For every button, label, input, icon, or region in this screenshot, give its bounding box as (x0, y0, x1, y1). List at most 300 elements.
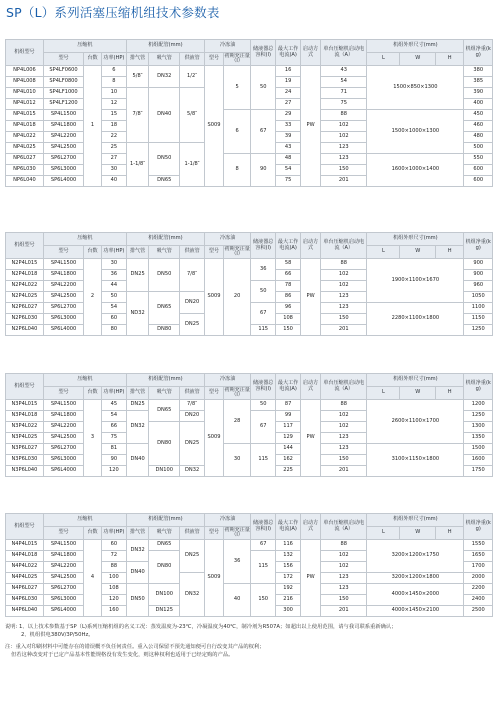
net-weight-cell: 1550 (464, 540, 493, 551)
header-receiver: 储液器总容积(l) (251, 374, 276, 400)
header-oil: 冷冻油 (205, 233, 251, 246)
suction-pipe-cell: DN32 (149, 66, 180, 88)
unit-model-cell: NP4L008 (6, 77, 44, 88)
compressor-model-cell: SP6L3000 (43, 595, 83, 606)
header-dim-h: H (436, 53, 464, 66)
liquid-pipe-cell: DN32 (180, 466, 205, 477)
unit-count-cell: 3 (84, 400, 102, 477)
receiver-volume-cell: 36 (251, 259, 276, 281)
unit-model-cell: NP4L022 (6, 132, 44, 143)
discharge-pipe-cell: DN50 (126, 584, 149, 617)
max-current-cell: 116 (276, 540, 301, 551)
net-weight-cell: 460 (464, 121, 493, 132)
note-line: 但若这种改变对于已定产品基本性能规格没有发生变化，则这种权利也适用于已经定购的产品。 (11, 652, 234, 659)
max-current-cell: 108 (276, 314, 301, 325)
compressor-power-cell: 44 (101, 281, 126, 292)
discharge-pipe-cell: DN25 (126, 259, 149, 292)
liquid-pipe-cell: 7/8″ (180, 259, 205, 292)
header-oil-charge: 初期充注量（l） (224, 52, 250, 64)
max-current-cell: 96 (276, 303, 301, 314)
compressor-power-cell: 6 (101, 66, 126, 77)
header-dim-h: H (436, 387, 464, 400)
max-current-cell: 43 (276, 143, 301, 154)
header-compressor-count: 台数 (84, 387, 102, 400)
header-liquid-pipe: 供液管 (180, 53, 205, 66)
unit-model-cell: N4P4L015 (6, 540, 44, 551)
notes (5, 623, 495, 660)
suction-pipe-cell: DN65 (149, 540, 180, 551)
net-weight-cell: 1250 (464, 411, 493, 422)
start-current-cell: 102 (321, 281, 367, 292)
oil-charge-cell: 36 (224, 540, 251, 584)
compressor-model-cell: SP4LF1200 (43, 99, 83, 110)
liquid-pipe-cell: DN25 (180, 540, 205, 573)
header-dim-h: H (436, 527, 464, 540)
header-oil-model: 型号 (205, 527, 224, 540)
unit-model-cell: N4P6L027 (6, 584, 44, 595)
oil-model-cell: S009 (205, 400, 224, 477)
header-unit-model: 机组型号 (6, 40, 44, 66)
dimensions-cell: 1600×1000×1400 (367, 154, 464, 187)
header-start-current: 单台压缩机启动电流（A） (321, 514, 367, 540)
start-current-cell: 123 (321, 444, 367, 455)
discharge-pipe-cell: ND32 (126, 292, 149, 336)
unit-model-cell: NP6L040 (6, 176, 44, 187)
discharge-pipe-cell: 5/8″ (126, 66, 149, 88)
header-liquid-pipe: 供液管 (180, 387, 205, 400)
net-weight-cell: 960 (464, 281, 493, 292)
header-compressor-model: 型号 (43, 527, 83, 540)
discharge-pipe-cell: DN40 (126, 444, 149, 477)
header-receiver: 储液器总容积(l) (251, 40, 276, 66)
dimensions-cell: 3100×1150×1800 (367, 444, 464, 477)
net-weight-cell: 1050 (464, 292, 493, 303)
max-current-cell: 75 (276, 176, 301, 187)
header-start-current: 单台压缩机启动电流（A） (321, 233, 367, 259)
suction-pipe-cell: DN65 (149, 400, 180, 422)
max-current-cell: 144 (276, 444, 301, 455)
header-piping: 机组配管(mm) (126, 374, 204, 387)
compressor-model-cell: SP4LF0800 (43, 77, 83, 88)
compressor-model-cell: SP4L2500 (43, 143, 83, 154)
net-weight-cell: 1650 (464, 551, 493, 562)
compressor-model-cell: SP4L2200 (43, 562, 83, 573)
header-compressor-model: 型号 (43, 53, 83, 66)
compressor-power-cell: 88 (101, 562, 126, 573)
net-weight-cell: 500 (464, 143, 493, 154)
net-weight-cell: 450 (464, 110, 493, 121)
net-weight-cell: 400 (464, 99, 493, 110)
net-weight-cell: 900 (464, 270, 493, 281)
start-current-cell: 102 (321, 270, 367, 281)
unit-model-cell: N3P4L025 (6, 433, 44, 444)
compressor-model-cell: SP4L1800 (43, 270, 83, 281)
header-discharge-pipe: 排气管 (126, 527, 149, 540)
compressor-power-cell: 60 (101, 540, 126, 551)
max-current-cell: 19 (276, 77, 301, 88)
start-current-cell: 88 (321, 400, 367, 411)
unit-count-cell: 1 (84, 66, 102, 187)
max-current-cell: 24 (276, 88, 301, 99)
max-current-cell: 216 (276, 595, 301, 606)
header-net-weight: 机组净重(kg) (464, 374, 493, 400)
max-current-cell: 48 (276, 154, 301, 165)
header-compressor-power: 功率(HP) (101, 387, 126, 400)
header-dim-w: W (400, 246, 436, 259)
start-current-cell: 43 (321, 66, 367, 77)
max-current-cell: 29 (276, 110, 301, 121)
dimensions-cell: 1900×1100×1670 (367, 259, 464, 303)
start-current-cell: 75 (321, 99, 367, 110)
dimensions-cell: 3200×1200×1750 (367, 540, 464, 573)
header-max-current: 最大工作电流(A) (276, 374, 301, 400)
header-compressor-model: 型号 (43, 246, 83, 259)
header-suction-pipe: 吸气管 (149, 246, 180, 259)
oil-charge-cell: 20 (224, 259, 251, 336)
unit-model-cell: N2P6L027 (6, 303, 44, 314)
header-oil: 冷冻油 (205, 40, 251, 53)
start-current-cell: 123 (321, 303, 367, 314)
max-current-cell: 86 (276, 292, 301, 303)
unit-model-cell: NP6L030 (6, 165, 44, 176)
max-current-cell: 16 (276, 66, 301, 77)
start-current-cell: 201 (321, 176, 367, 187)
header-discharge-pipe: 排气管 (126, 53, 149, 66)
compressor-model-cell: SP4L1500 (43, 259, 83, 270)
compressor-power-cell: 30 (101, 259, 126, 270)
unit-model-cell: N3P4L018 (6, 411, 44, 422)
compressor-model-cell: SP6L2700 (43, 303, 83, 314)
max-current-cell: 150 (276, 325, 301, 336)
suction-pipe-cell: DN65 (149, 292, 180, 325)
liquid-pipe-cell: DN25 (180, 314, 205, 336)
liquid-pipe-cell: 1-1/8″ (180, 143, 205, 187)
net-weight-cell: 600 (464, 176, 493, 187)
header-oil: 冷冻油 (205, 374, 251, 387)
compressor-power-cell: 45 (101, 400, 126, 411)
compressor-power-cell: 120 (101, 466, 126, 477)
compressor-model-cell: SP4L2200 (43, 422, 83, 433)
compressor-power-cell: 12 (101, 99, 126, 110)
table-row (6, 154, 493, 165)
start-current-cell: 123 (321, 433, 367, 444)
compressor-model-cell: SP6L3000 (43, 165, 83, 176)
net-weight-cell: 900 (464, 259, 493, 270)
max-current-cell: 225 (276, 466, 301, 477)
header-oil-charge: 初期充注量（l） (224, 245, 250, 257)
header-start-method: 启动方式 (301, 40, 321, 66)
header-start-method: 启动方式 (301, 233, 321, 259)
start-current-cell: 102 (321, 411, 367, 422)
unit-model-cell: N3P6L027 (6, 444, 44, 455)
unit-model-cell: N4P4L022 (6, 562, 44, 573)
net-weight-cell: 2500 (464, 606, 493, 617)
table-row (6, 400, 493, 411)
compressor-power-cell: 75 (101, 433, 126, 444)
dimensions-cell: 1500×850×1300 (367, 66, 464, 110)
header-start-current: 单台压缩机启动电流（A） (321, 374, 367, 400)
header-compressor-count: 台数 (84, 53, 102, 66)
start-current-cell: 102 (321, 132, 367, 143)
max-current-cell: 87 (276, 400, 301, 411)
max-current-cell: 129 (276, 433, 301, 444)
compressor-power-cell: 27 (101, 154, 126, 165)
dimensions-cell: 2600×1100×1700 (367, 400, 464, 444)
oil-model-cell: S009 (205, 540, 224, 617)
compressor-power-cell: 80 (101, 325, 126, 336)
receiver-volume-cell: 50 (251, 281, 276, 303)
start-current-cell: 123 (321, 573, 367, 584)
unit-model-cell: N2P4L018 (6, 270, 44, 281)
header-piping: 机组配管(mm) (126, 40, 204, 53)
discharge-pipe-cell: 7/8″ (126, 88, 149, 143)
discharge-pipe-cell: DN32 (126, 540, 149, 562)
unit-count-cell: 4 (84, 540, 102, 617)
dimensions-cell: 2280×1100×1800 (367, 303, 464, 336)
header-dim-l: L (367, 53, 400, 66)
spec-table (5, 39, 493, 187)
header-compressor: 压缩机 (43, 40, 126, 53)
max-current-cell: 156 (276, 562, 301, 573)
compressor-model-cell: SP4L1500 (43, 110, 83, 121)
header-dim-l: L (367, 387, 400, 400)
max-current-cell: 66 (276, 270, 301, 281)
oil-model-cell: S009 (205, 66, 224, 187)
discharge-pipe-cell: DN40 (126, 562, 149, 584)
start-current-cell: 88 (321, 540, 367, 551)
unit-model-cell: NP4L018 (6, 121, 44, 132)
compressor-power-cell: 15 (101, 110, 126, 121)
net-weight-cell: 2200 (464, 584, 493, 595)
max-current-cell: 58 (276, 259, 301, 270)
compressor-power-cell: 60 (101, 314, 126, 325)
compressor-model-cell: SP4L1800 (43, 551, 83, 562)
header-dim-w: W (400, 527, 436, 540)
table-row (6, 66, 493, 77)
header-discharge-pipe: 排气管 (126, 246, 149, 259)
header-discharge-pipe: 排气管 (126, 387, 149, 400)
header-compressor-count: 台数 (84, 527, 102, 540)
compressor-model-cell: SP6L4000 (43, 606, 83, 617)
compressor-model-cell: SP4L1800 (43, 411, 83, 422)
discharge-pipe-cell: DN25 (126, 400, 149, 411)
header-max-current: 最大工作电流(A) (276, 233, 301, 259)
compressor-model-cell: SP6L2700 (43, 444, 83, 455)
header-receiver: 储液器总容积(l) (251, 514, 276, 540)
unit-model-cell: N3P6L040 (6, 466, 44, 477)
spec-table (5, 513, 493, 617)
unit-model-cell: N2P6L030 (6, 314, 44, 325)
net-weight-cell: 1250 (464, 325, 493, 336)
unit-model-cell: N2P4L015 (6, 259, 44, 270)
header-suction-pipe: 吸气管 (149, 527, 180, 540)
receiver-volume-cell: 67 (251, 303, 276, 325)
max-current-cell: 162 (276, 455, 301, 466)
compressor-model-cell: SP6L4000 (43, 176, 83, 187)
header-oil: 冷冻油 (205, 514, 251, 527)
dimensions-cell: 4000×1450×2000 (367, 584, 464, 606)
start-method-cell: PW (301, 540, 321, 617)
net-weight-cell: 600 (464, 165, 493, 176)
compressor-model-cell: SP6L4000 (43, 325, 83, 336)
net-weight-cell: 550 (464, 154, 493, 165)
suction-pipe-cell: DN125 (149, 606, 180, 617)
start-current-cell: 54 (321, 77, 367, 88)
max-current-cell: 132 (276, 551, 301, 562)
liquid-pipe-cell: DN25 (180, 422, 205, 466)
compressor-model-cell: SP4LF1000 (43, 88, 83, 99)
net-weight-cell: 1500 (464, 444, 493, 455)
dimensions-cell: 3200×1200×1800 (367, 573, 464, 584)
net-weight-cell: 1700 (464, 562, 493, 573)
receiver-volume-cell: 115 (251, 325, 276, 336)
header-unit-model: 机组型号 (6, 514, 44, 540)
receiver-volume-cell: 50 (251, 400, 276, 411)
max-current-cell: 33 (276, 121, 301, 132)
compressor-model-cell: SP6L2700 (43, 584, 83, 595)
start-current-cell: 150 (321, 314, 367, 325)
unit-model-cell: N2P4L022 (6, 281, 44, 292)
net-weight-cell: 1350 (464, 433, 493, 444)
header-max-current: 最大工作电流(A) (276, 514, 301, 540)
table-row (6, 540, 493, 551)
liquid-pipe-cell: 5/8″ (180, 88, 205, 143)
header-compressor: 压缩机 (43, 233, 126, 246)
compressor-power-cell: 72 (101, 551, 126, 562)
suction-pipe-cell: DN50 (149, 259, 180, 292)
net-weight-cell: 385 (464, 77, 493, 88)
start-method-cell: PW (301, 66, 321, 187)
table-row (6, 259, 493, 270)
unit-model-cell: NP4L025 (6, 143, 44, 154)
start-current-cell: 150 (321, 455, 367, 466)
max-current-cell: 27 (276, 99, 301, 110)
start-current-cell: 71 (321, 88, 367, 99)
header-dimensions: 机组外形尺寸(mm) (367, 40, 464, 53)
start-current-cell: 123 (321, 292, 367, 303)
max-current-cell: 99 (276, 411, 301, 422)
spec-table (5, 232, 493, 336)
dimensions-cell: 1500×1000×1300 (367, 110, 464, 154)
unit-model-cell: N4P6L030 (6, 595, 44, 606)
net-weight-cell: 1150 (464, 314, 493, 325)
compressor-model-cell: SP4L2500 (43, 573, 83, 584)
header-piping: 机组配管(mm) (126, 233, 204, 246)
suction-pipe-cell: DN50 (149, 143, 180, 176)
header-net-weight: 机组净重(kg) (464, 233, 493, 259)
compressor-model-cell: SP6L4000 (43, 466, 83, 477)
unit-model-cell: N3P4L015 (6, 400, 44, 411)
unit-model-cell: N4P6L040 (6, 606, 44, 617)
header-start-current: 单台压缩机启动电流（A） (321, 40, 367, 66)
header-compressor: 压缩机 (43, 374, 126, 387)
suction-pipe-cell: DN80 (149, 551, 180, 584)
header-liquid-pipe: 供液管 (180, 246, 205, 259)
header-piping: 机组配管(mm) (126, 514, 204, 527)
header-dim-w: W (400, 53, 436, 66)
max-current-cell: 192 (276, 584, 301, 595)
header-suction-pipe: 吸气管 (149, 53, 180, 66)
oil-model-cell: S009 (205, 259, 224, 336)
compressor-power-cell: 8 (101, 77, 126, 88)
compressor-power-cell: 50 (101, 292, 126, 303)
discharge-pipe-cell: DN32 (126, 411, 149, 444)
oil-charge-cell: 6 (224, 110, 251, 154)
table-row (6, 584, 493, 595)
compressor-model-cell: SP4L1500 (43, 400, 83, 411)
suction-pipe-cell: DN80 (149, 422, 180, 466)
compressor-power-cell: 160 (101, 606, 126, 617)
compressor-model-cell: SP4L2500 (43, 292, 83, 303)
unit-model-cell: NP4L012 (6, 99, 44, 110)
receiver-volume-cell: 50 (251, 66, 276, 110)
unit-model-cell: N3P4L022 (6, 422, 44, 433)
max-current-cell: 78 (276, 281, 301, 292)
receiver-volume-cell: 150 (251, 584, 276, 617)
header-dim-w: W (400, 387, 436, 400)
start-current-cell: 201 (321, 466, 367, 477)
suction-pipe-cell: DN100 (149, 466, 180, 477)
compressor-power-cell: 90 (101, 455, 126, 466)
compressor-model-cell: SP4L1800 (43, 121, 83, 132)
header-start-method: 启动方式 (301, 514, 321, 540)
unit-model-cell: NP4L006 (6, 66, 44, 77)
note-line: 2、机组供电380V/3P/50Hz。 (21, 632, 94, 639)
page-title: SP（L）系列活塞压缩机组技术参数表 (6, 5, 220, 20)
receiver-volume-cell: 67 (251, 540, 276, 551)
net-weight-cell: 1300 (464, 422, 493, 433)
max-current-cell: 300 (276, 606, 301, 617)
liquid-pipe-cell: DN20 (180, 411, 205, 422)
compressor-model-cell: SP4L2200 (43, 132, 83, 143)
unit-model-cell: N2P6L040 (6, 325, 44, 336)
compressor-model-cell: SP4L1500 (43, 540, 83, 551)
header-oil-model: 型号 (205, 246, 224, 259)
header-dim-l: L (367, 246, 400, 259)
start-current-cell: 123 (321, 143, 367, 154)
start-method-cell: PW (301, 400, 321, 477)
compressor-power-cell: 108 (101, 584, 126, 595)
compressor-power-cell: 18 (101, 121, 126, 132)
net-weight-cell: 2400 (464, 595, 493, 606)
unit-model-cell: NP4L010 (6, 88, 44, 99)
net-weight-cell: 1750 (464, 466, 493, 477)
compressor-model-cell: SP6L2700 (43, 154, 83, 165)
header-suction-pipe: 吸气管 (149, 387, 180, 400)
oil-charge-cell: 28 (224, 400, 251, 444)
compressor-model-cell: SP4L2200 (43, 281, 83, 292)
header-compressor-model: 型号 (43, 387, 83, 400)
header-max-current: 最大工作电流(A) (276, 40, 301, 66)
header-start-method: 启动方式 (301, 374, 321, 400)
header-dimensions: 机组外形尺寸(mm) (367, 233, 464, 246)
net-weight-cell: 1200 (464, 400, 493, 411)
compressor-model-cell: SP4L2500 (43, 433, 83, 444)
header-oil-charge: 初期充注量（l） (224, 526, 250, 538)
start-current-cell: 150 (321, 165, 367, 176)
note-line: 注：重入对印刷材料中可能存在的错误概不负任何责任。重入公司保留不预先通知便可自行改变其产品的权利； (5, 643, 265, 650)
header-receiver: 储液器总容积(l) (251, 233, 276, 259)
compressor-power-cell: 54 (101, 411, 126, 422)
header-net-weight: 机组净重(kg) (464, 514, 493, 540)
unit-model-cell: N2P4L025 (6, 292, 44, 303)
net-weight-cell: 1100 (464, 303, 493, 314)
receiver-volume-cell: 115 (251, 444, 276, 477)
header-unit-model: 机组型号 (6, 233, 44, 259)
oil-charge-cell: 8 (224, 154, 251, 187)
compressor-power-cell: 36 (101, 270, 126, 281)
table-row (6, 110, 493, 121)
